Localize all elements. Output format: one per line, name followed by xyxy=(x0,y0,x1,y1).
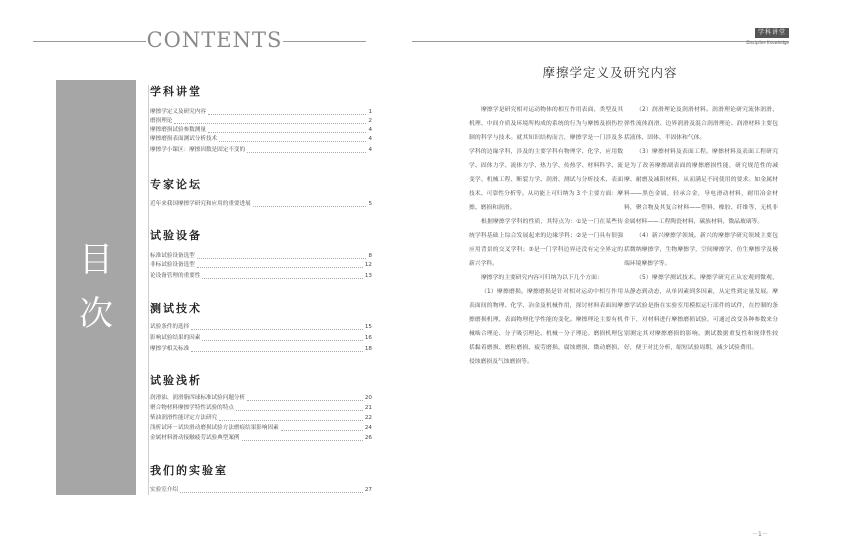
toc-entry-text: 影响试验结果的因素 xyxy=(150,335,201,341)
toc-entry-text: 论设备管理的重要性 xyxy=(150,273,201,279)
toc-entry-page: 15 xyxy=(364,324,372,330)
contents-title: CONTENTS xyxy=(146,28,283,52)
toc-leader xyxy=(253,200,367,207)
toc-leader xyxy=(197,261,363,268)
toc-entry-text: 标准试验设备选型 xyxy=(150,253,195,259)
toc-entry[interactable] xyxy=(150,146,372,155)
toc-leader xyxy=(180,486,363,493)
toc-entry-text: 磨损理论 xyxy=(150,118,173,124)
toc-leader xyxy=(174,117,366,124)
toc-leader xyxy=(191,345,363,352)
toc-entry[interactable] xyxy=(150,117,372,126)
toc-leader xyxy=(208,108,366,115)
toc-entry-text: 润滑油、润滑脂四球标准试验问题分析 xyxy=(150,395,246,401)
toc-entry-text: 金属材料滑动接触疲劳试验典型案例 xyxy=(150,435,240,441)
toc-entry-text: 浅析试环－试块滑动磨损试验方法磨痕结果影响因素 xyxy=(150,425,279,431)
toc-section-title: 专家论坛 xyxy=(150,178,202,191)
article-column-left xyxy=(469,103,623,369)
paragraph: （5）摩擦学测试技术。摩擦学研究正从宏观到微观，从静态到动态，从单因素到多因素，从定性到定量发展。摩擦学试验是指在实验室用模拟运行部件的试件，在控制的条件下，对材料进行摩擦磨损试验，可通过改变各种参数来分别测定其对摩擦磨损的影响。测试数据重复性和规律性较好，便于对比分析，缩短试验周期，减少试验费用。 xyxy=(624,275,778,351)
toc-section-title: 试验设备 xyxy=(150,229,202,242)
toc-leader xyxy=(197,252,367,259)
section-subtitle: Discipline Knowledge xyxy=(746,40,789,45)
toc-entry-text: 试验条件的选择 xyxy=(150,324,190,330)
paragraph: （4）新兴摩擦学领域。新兴的摩擦学研究领域主要包括微纳摩擦学，生物摩擦学，空间摩擦学，仿生摩擦学及极端环境摩擦学等。 xyxy=(624,233,778,267)
toc-entry[interactable] xyxy=(150,200,372,209)
toc-entry-page: 12 xyxy=(364,262,372,268)
toc-entry[interactable] xyxy=(150,252,372,261)
toc-leader xyxy=(191,323,363,330)
toc-section-title: 测试技术 xyxy=(150,302,202,315)
toc-entry-page: 4 xyxy=(368,136,372,142)
toc-entry[interactable] xyxy=(150,434,372,443)
toc-divider xyxy=(148,85,149,495)
toc-entry-text: 非标试验设备选型 xyxy=(150,262,195,268)
toc-entry[interactable] xyxy=(150,108,372,117)
toc-entry-text: 近年来我国摩擦学研究和应用的重要进展 xyxy=(150,201,251,207)
divider-line xyxy=(283,41,366,42)
section-badge: 学科讲堂 xyxy=(755,28,789,38)
vertical-title-char: 目 xyxy=(79,240,113,280)
toc-entry-page: 4 xyxy=(368,147,372,153)
toc-entry-text: 摩擦学相关标准 xyxy=(150,346,190,352)
toc-entry-page: 8 xyxy=(368,253,372,259)
toc-entry-page: 2 xyxy=(368,118,372,124)
toc-entry-page: 16 xyxy=(364,335,372,341)
toc-entry-text: 聚合物材料摩擦学特性试验的特点 xyxy=(150,405,234,411)
toc-leader xyxy=(242,434,363,441)
toc-leader xyxy=(202,272,363,279)
vertical-title-char: 次 xyxy=(79,294,113,334)
toc-entry-text: 摩擦学定义及研究内容 xyxy=(150,109,206,115)
toc-leader xyxy=(219,414,363,421)
toc-entry-text: 柴油润滑性能评定方法研究 xyxy=(150,415,218,421)
toc-leader xyxy=(236,404,363,411)
page-number: －1－ xyxy=(752,531,768,538)
paragraph: （2）润滑理论及润滑材料。润滑理论研究流体润滑、弹性流体润滑、边界润滑及混合润滑理论。润滑材料主要包括液体、固体、半固体和气体。 xyxy=(624,107,778,141)
toc-entry[interactable] xyxy=(150,323,372,332)
toc-entry[interactable] xyxy=(150,261,372,270)
toc-entry[interactable] xyxy=(150,272,372,281)
vertical-title-bar xyxy=(56,80,136,495)
toc-entry-text: 摩擦学小课区：摩擦因数是固定不变的 xyxy=(150,147,246,153)
toc-entry-page: 4 xyxy=(368,127,372,133)
toc-leader xyxy=(202,334,363,341)
toc-entry-text: 实验室介绍 xyxy=(150,487,178,493)
toc-entry-page: 18 xyxy=(364,346,372,352)
toc-entry[interactable] xyxy=(150,126,372,135)
paragraph: 根据摩擦学学科的性质，其特点为：①是一门在某些传统学科基础上综合发展起来的边缘学科；②是一门具有很强应用背景的交叉学科；③是一门学科边界还没有完全界定的新兴学科。 xyxy=(469,219,623,267)
paragraph: （1）摩擦磨损。摩擦磨损是针对相对运动中相互作用表面间的物理、化学、冶金及机械作用，探讨材料表面间摩擦磨损机理、表面物理化学性能的变化。摩擦理论主要有机械啮合理论、分子吸引理论、机械－分子理论。磨损机理包括黏着磨损、磨粒磨损、疲劳磨损、腐蚀磨损、微动磨损、侵蚀磨损及气蚀磨损等。 xyxy=(469,289,623,365)
toc-entry-text: 摩擦磨损试验参数测量 xyxy=(150,127,206,133)
toc-section-title: 学科讲堂 xyxy=(150,85,202,98)
article-title: 摩擦学定义及研究内容 xyxy=(542,65,678,80)
paragraph: （3）摩擦材料及表面工程。摩擦材料及表面工程研究是为了改善摩擦副表面的摩擦磨损性能，研究规范性的减摩、耐磨及减阻材料，从而满足不同使用的要求。如金属材料——黑色金属，轻承合金，导电滑动材料，耐用冶金材料，聚合物及其复合材料——塑料、橡胶、纤维等，无机非金属材料——工程陶瓷材料，碳族材料，微晶玻璃等。 xyxy=(624,149,778,225)
toc-leader xyxy=(247,394,363,401)
toc-entry-page: 5 xyxy=(368,201,372,207)
toc-entry-page: 22 xyxy=(364,415,372,421)
toc-entry-page: 26 xyxy=(364,435,372,441)
toc-entry-page: 1 xyxy=(368,109,372,115)
toc-entry[interactable] xyxy=(150,345,372,354)
toc-entry[interactable] xyxy=(150,424,372,433)
toc-entry[interactable] xyxy=(150,135,372,144)
toc-entry-page: 20 xyxy=(364,395,372,401)
toc-entry-text: 摩擦磨损表面测试分析技术 xyxy=(150,136,218,142)
toc-leader xyxy=(208,126,366,133)
toc-entry[interactable] xyxy=(150,486,372,495)
toc-entry[interactable] xyxy=(150,334,372,343)
toc-entry-page: 24 xyxy=(364,425,372,431)
paragraph: 摩擦学的主要研究内容可归纳为以下几个方面： xyxy=(481,275,603,281)
divider-line xyxy=(33,41,146,42)
toc-entry[interactable] xyxy=(150,394,372,403)
toc-entry-page: 27 xyxy=(364,487,372,493)
toc-section-title: 我们的实验室 xyxy=(150,464,228,477)
toc-leader xyxy=(219,135,366,142)
paragraph: 摩擦学是研究相对运动物体的相互作用表面、类型及其机理、中间介质及环境所构成的系统的行为与摩擦及损伤控制的科学与技术。就其知识结构而言，摩擦学是一门涉及多学科的边缘学科，涉及的主要学科有物理学、化学、应用数学、固体力学、流体力学、热力学、传热学、材料科学、流变学、机械工程、断裂力学、润滑、测试与分析技术、表面技术、可靠性分析等。从功能上可归纳为 3 个主要方面：摩擦、磨损和润滑。 xyxy=(469,107,623,211)
toc-leader xyxy=(247,146,366,153)
toc-leader xyxy=(281,424,363,431)
toc-section-title: 试验浅析 xyxy=(150,374,202,387)
toc-entry-page: 13 xyxy=(364,273,372,279)
toc-entry[interactable] xyxy=(150,404,372,413)
article-column-right xyxy=(624,103,778,355)
toc-entry-page: 21 xyxy=(364,405,372,411)
toc-entry[interactable] xyxy=(150,414,372,423)
